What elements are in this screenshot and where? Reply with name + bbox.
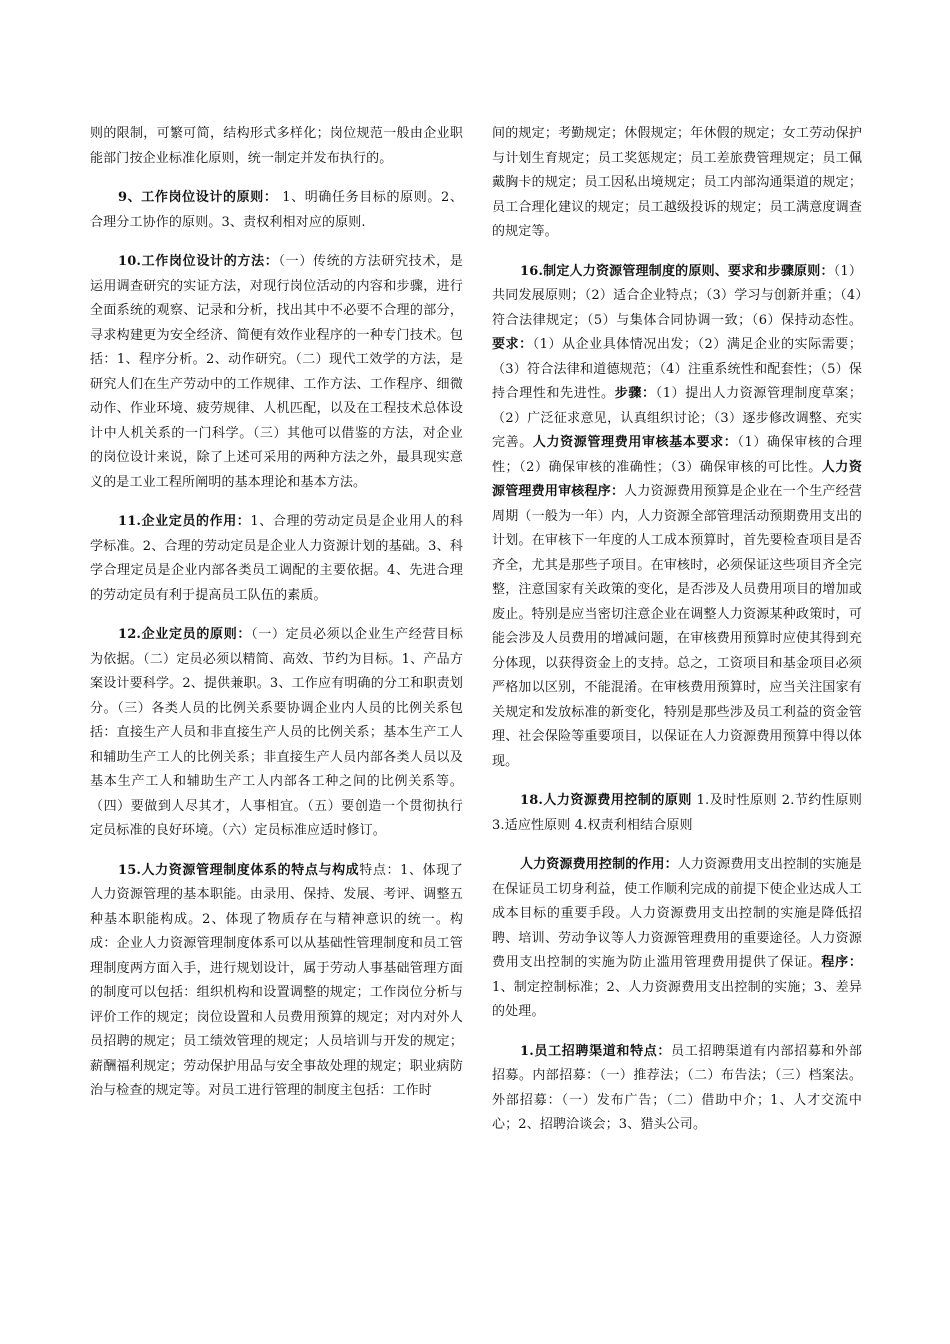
paragraph-heading: 11.企业定员的作用： [118,514,251,529]
paragraph-10 [90,250,463,495]
paragraph-text: （1）共同发展原则；（2）适合企业特点；（3）学习与创新并重；（4）符合法律规定；（5）与集体合同协调一致；（6）保持动态性。 [492,263,862,328]
paragraph-text: （一）定员必须以企业生产经营目标为依据。（二）定员必须以精简、高效、节约为目标。1、产品方案设计要科学。2、提供兼职。3、工作应有明确的分工和职责划分。（三）各类人员的比例关系要协调企业内人员的比例关系包括：直接生产人员和非直接生产人员的比例关系；基本生产工人和辅助生产工人的比例关系；非直接生产人员内部各类人员以及基本生产工人和辅助生产工人内部各工种之间的比例关系等。（四）要做到人尽其才，人事相宜。（五）要创造一个贯彻执行定员标准的良好环境。（六）定员标准应适时修订。 [90,627,463,838]
paragraph-text: （1）提出人力资源管理制度草案；（2）广泛征求意见，认真组织讨论；（3）逐步修改调整、充实完善。 [492,386,863,450]
paragraph-text: 1.及时性原则 2.节约性原则 3.适应性原则 4.权责利相结合原则 [492,793,862,833]
paragraph-continuation [90,122,463,171]
paragraph-recruitment [492,1040,862,1138]
paragraph-text: （一）传统的方法研究技术，是运用调查研究的实证方法，对现行岗位活动的内容和步骤，进行全面系统的观察、记录和分析，找出其中不必要不合理的部分，寻求构建更为安全经济、简便有效作业程序的一种专门技术。包括：1、程序分析。2、动作研究。（二）现代工效学的方法，是研究人们在生产劳动中的工作规律、工作方法、工作程序、细微动作、作业环境、疲劳规律、人机匹配，以及在工程技术总体设计中人机关系的一门科学。（三）其他可以借鉴的方法，对企业的岗位设计来说，除了上述可采用的两种方法之外，最具现实意义的是工业工程所阐明的基本理论和基本方法。 [90,254,463,490]
paragraph-heading: 12.企业定员的原则： [118,627,252,642]
paragraph-text: 1、合理的劳动定员是企业用人的科学标准。2、合理的劳动定员是企业人力资源计划的基础。3、科学合理定员是企业内部各类员工调配的主要依据。4、先进合理的劳动定员有利于提高员工队伍的素质。 [90,514,463,603]
paragraph-subheading: 步骤： [614,386,656,401]
paragraph-subheading: 程序： [821,955,862,970]
paragraph-text: 人力资源费用预算是企业在一个生产经营周期（一般为一年）内，人力资源全部管理活动预期费用支出的计划。在审核下一年度的人工成本预算时，首先要检查项目是否齐全，尤其是那些子项目。在审核时，必须保证这些项目齐全完整，注意国家有关政策的变化，是否涉及人员费用项目的增加或废止。特别是应当密切注意企业在调整人力资源某种政策时，可能会涉及人员费用的增减问题，在审核费用预算时应使其得到充分体现，以获得资金上的支持。总之，工资项目和基金项目必须严格加以区别，不能混淆。在审核费用预算时，应当关注国家有关规定和发放标准的新变化，特别是那些涉及员工利益的资金管理、社会保险等重要项目，以保证在人力资源费用预算中得以体现。 [492,484,862,769]
paragraph-18 [492,789,862,838]
paragraph-heading: 15.人力资源管理制度体系的特点与构成 [118,862,360,878]
paragraph-text: 人力资源费用支出控制的实施是在保证员工切身利益，使工作顺利完成的前提下使企业达成人工成本目标的重要手段。人力资源费用支出控制的实施是降低招聘、培训、劳动争议等人力资源管理费用的重要途径。人力资源费用支出控制的实施为防止滥用管理费用提供了保证。 [492,857,862,970]
right-column [492,122,862,1153]
left-column [90,122,463,1119]
paragraph-15 [90,859,463,1104]
paragraph-text: 1、明确任务目标的原则。2、合理分工协作的原则。3、责权利相对应的原则. [90,190,463,230]
paragraph-text: （1）从企业具体情况出发；（2）满足企业的实际需要；（3）符合法律和道德规范；（4）注重系统性和配套性；（5）保持合理性和先进性。 [492,337,862,401]
paragraph-cost-control [492,853,862,1025]
paragraph-9 [90,186,463,235]
paragraph-text: 员工招聘渠道有内部招募和外部招募。内部招募：（一）推荐法；（二）布告法；（三）档案法。外部招募：（一）发布广告；（二）借助中介；1、人才交流中心；2、招聘洽谈会；3、猎头公司。 [492,1043,862,1132]
paragraph-heading: 10.工作岗位设计的方法： [118,254,279,269]
paragraph-heading: 人力资源费用控制的作用： [520,857,678,872]
paragraph-heading: 18.人力资源费用控制的原则 [520,793,692,808]
paragraph-11 [90,510,463,608]
paragraph-text: 1、制定控制标准；2、人力资源费用支出控制的实施；3、差异的处理。 [492,979,862,1019]
paragraph-text: 则的限制，可繁可简，结构形式多样化；岗位规范一般由企业职能部门按企业标准化原则，统一制定并发布执行的。 [90,126,463,166]
paragraph-subheading: 人力资源管理费用审核程序： [492,459,862,499]
paragraph-subheading: 要求： [492,337,533,352]
paragraph-16 [492,260,862,775]
paragraph-heading: 16.制定人力资源管理制度的原则、要求和步骤原则： [520,263,834,279]
paragraph-heading: 1.员工招聘渠道和特点： [520,1043,672,1059]
paragraph-text: （1）确保审核的合理性；（2）确保审核的准确性；（3）确保审核的可比性。 [492,435,862,475]
paragraph-text: 间的规定；考勤规定；休假规定；年休假的规定；女工劳动保护与计划生育规定；员工奖惩规定；员工差旅费管理规定；员工佩戴胸卡的规定；员工因私出境规定；员工内部沟通渠道的规定；员工合理化建议的规定；员工越级投诉的规定；员工满意度调查的规定等。 [492,126,862,239]
paragraph-12 [90,623,463,844]
paragraph-heading: 9、工作岗位设计的原则： [118,190,278,205]
paragraph-continuation [492,122,862,245]
paragraph-subheading: 人力资源管理费用审核基本要求： [532,435,738,450]
paragraph-text: 特点：1、体现了人力资源管理的基本职能。由录用、保持、发展、考评、调整五种基本职能构成。2、体现了物质存在与精神意识的统一。构成：企业人力资源管理制度体系可以从基础性管理制度和员工管理制度两方面入手，进行规划设计，属于劳动人事基础管理方面的制度可以包括：组织机构和设置调整的规定；工作岗位分析与评价工作的规定；岗位设置和人员费用预算的规定；对内对外人员招聘的规定；员工绩效管理的规定；人员培训与开发的规定；薪酬福利规定；劳动保护用品与安全事故处理的规定；职业病防治与检查的规定等。对员工进行管理的制度主包括：工作时 [90,862,463,1098]
